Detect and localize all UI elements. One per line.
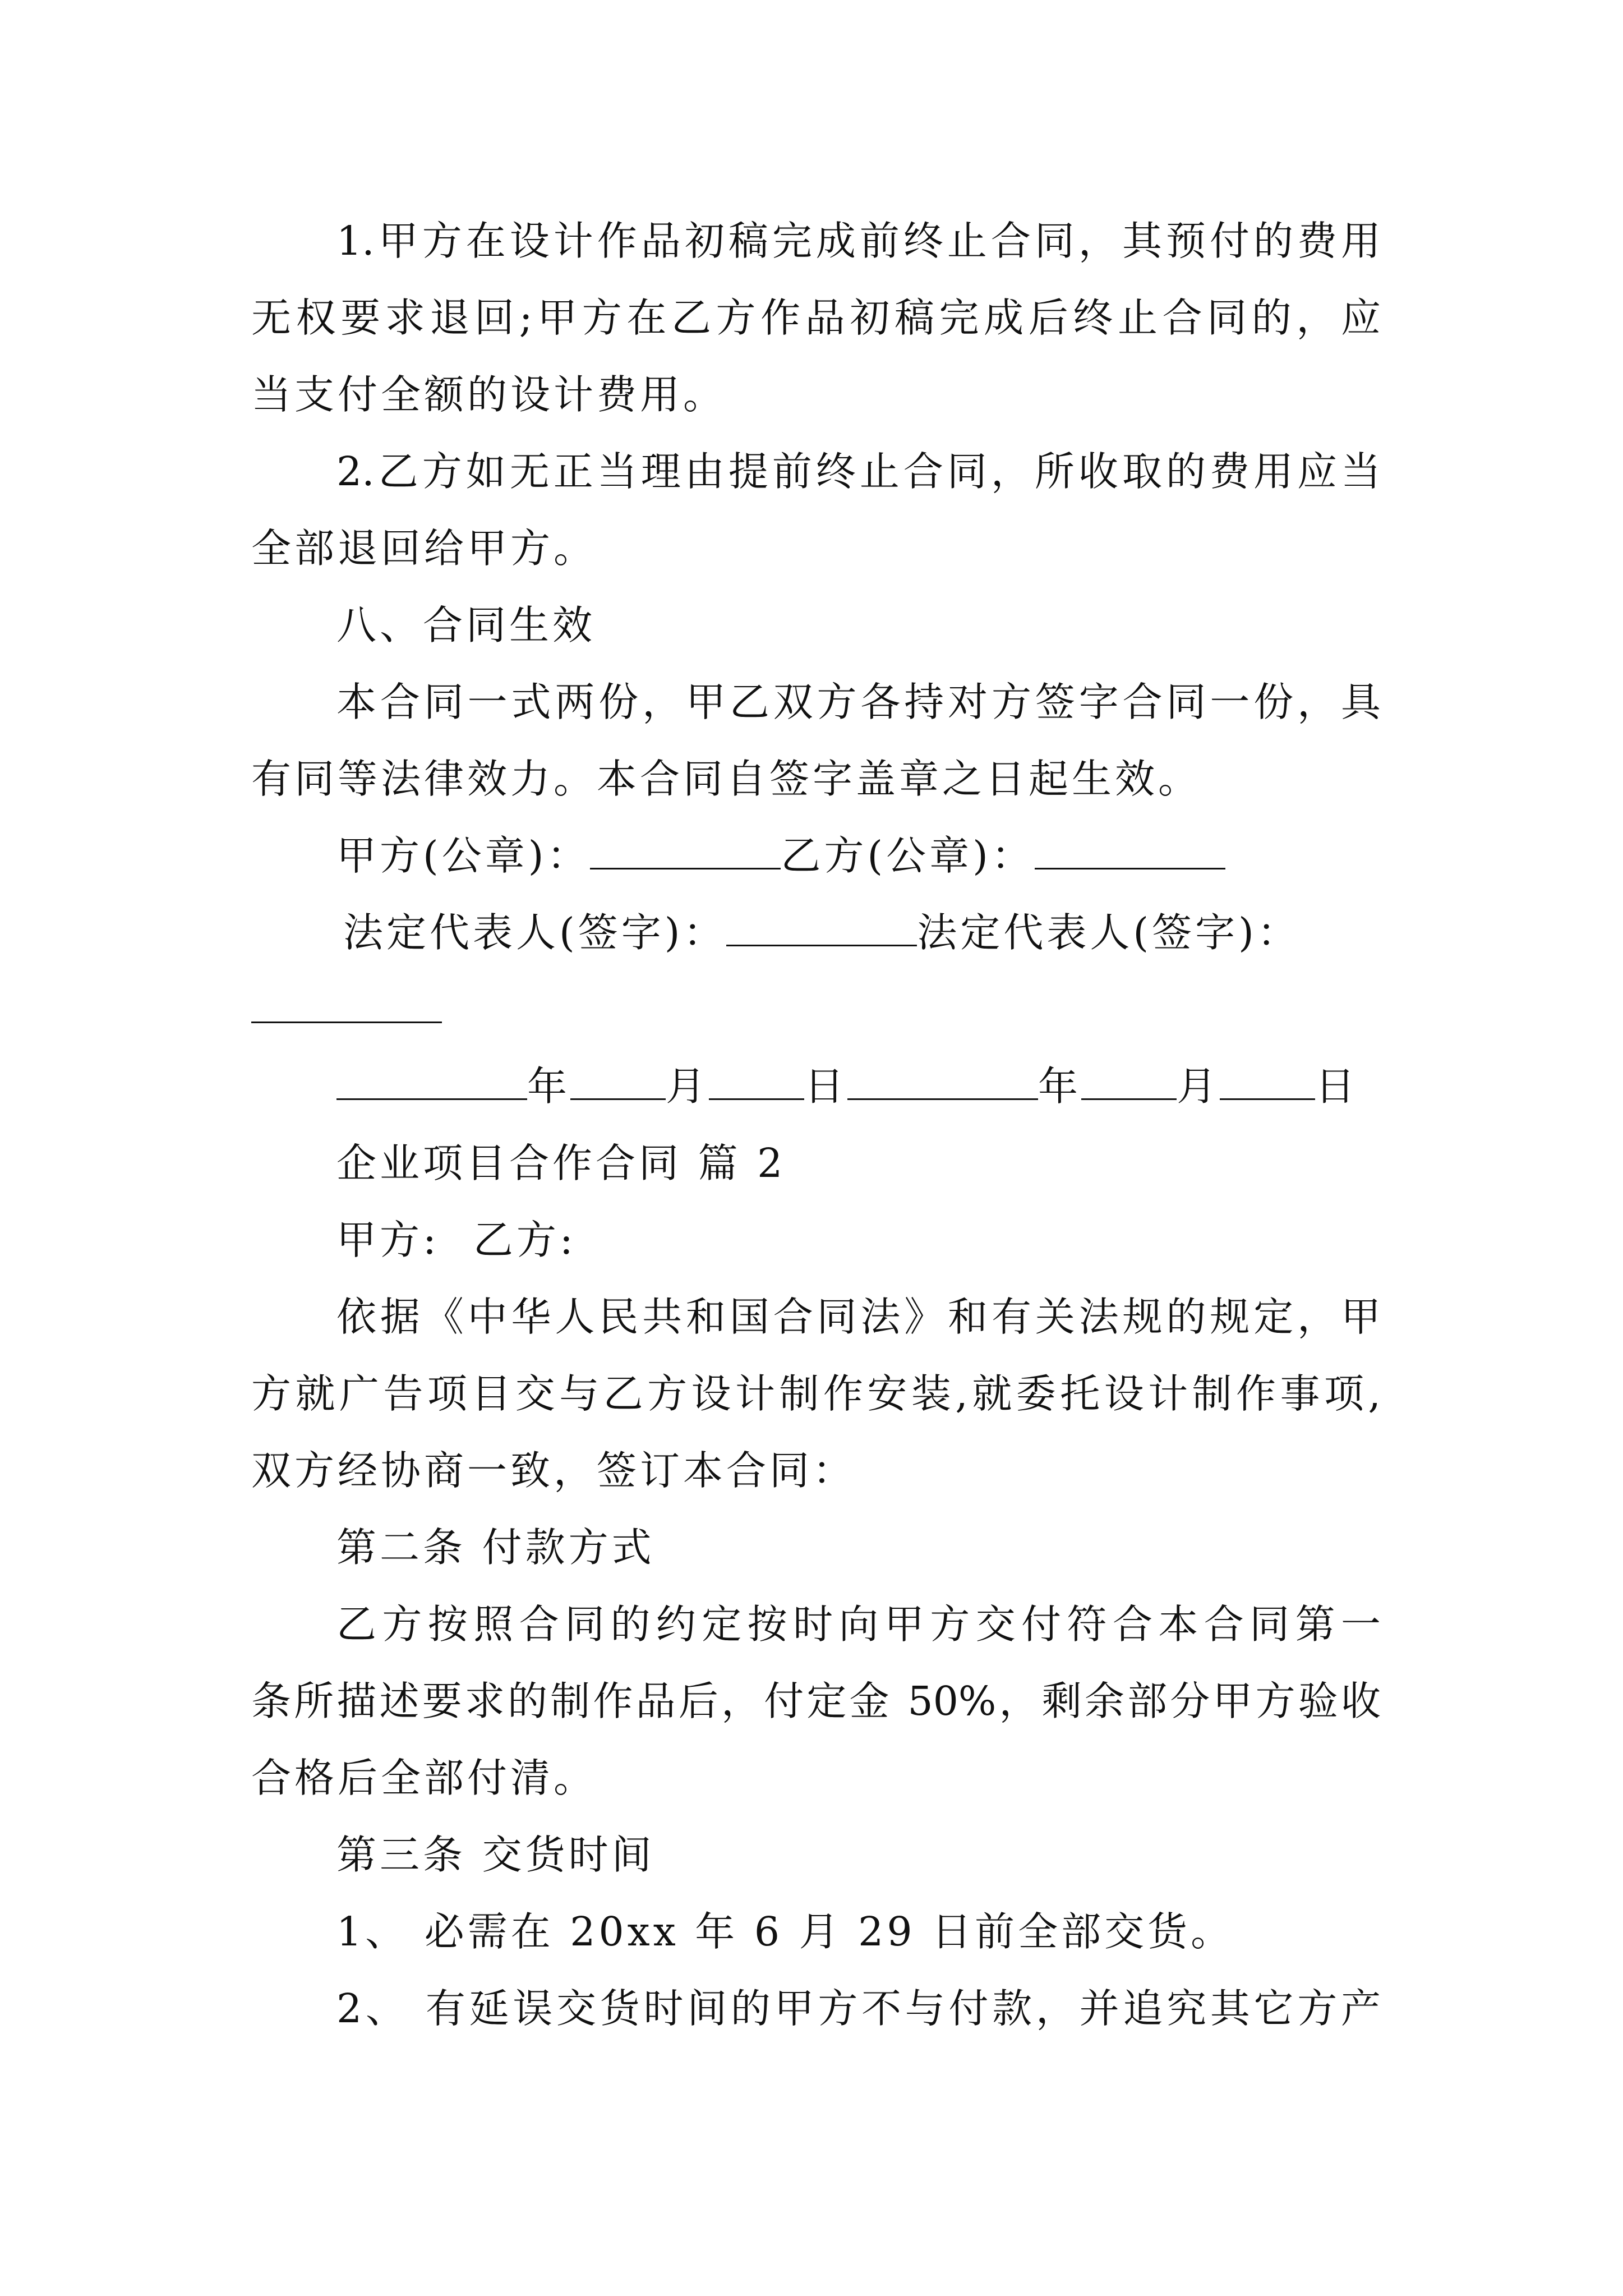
representative-line	[343, 905, 1301, 961]
article-2-line-1: 乙方按照合同的约定按时向甲方交付符合本合同第一	[336, 1601, 1381, 1648]
party-b-label: 乙方:	[473, 1217, 577, 1263]
body-line-2: 方就广告项目交与乙方设计制作安装,就委托设计制作事项,	[251, 1370, 1381, 1417]
date-b-month-label: 月	[1177, 1063, 1220, 1110]
party-a-label: 甲方:	[336, 1217, 440, 1263]
party-b-seal-blank	[1035, 832, 1225, 869]
article-2-line-3: 合格后全部付清。	[251, 1755, 597, 1801]
body-line-3: 双方经协商一致，签订本合同：	[251, 1447, 856, 1494]
effectiveness-line-1: 本合同一式两份，甲乙双方各持对方签字合同一份，具	[336, 679, 1381, 725]
party-b-rep-blank-line	[251, 982, 442, 1038]
date-b-month-blank	[1081, 1062, 1177, 1100]
clause-2-line-1: 2.乙方如无正当理由提前终止合同，所收取的费用应当	[336, 448, 1381, 495]
party-a-rep-label: 法定代表人(签字)：	[343, 909, 727, 956]
date-line	[336, 1059, 1358, 1115]
article-2-heading: 第二条 付款方式	[336, 1524, 655, 1571]
date-a-day-blank	[709, 1062, 804, 1100]
party-b-rep-blank	[251, 986, 442, 1023]
clause-1-line-1: 1.甲方在设计作品初稿完成前终止合同，其预付的费用	[336, 218, 1381, 264]
section-heading-effectiveness: 八、合同生效	[336, 602, 596, 648]
party-b-seal-label: 乙方(公章)：	[781, 832, 1035, 879]
party-a-seal-label: 甲方(公章)：	[336, 832, 591, 879]
date-b-day-label: 日	[1315, 1063, 1359, 1110]
body-line-1: 依据《中华人民共和国合同法》和有关法规的规定，甲	[336, 1294, 1381, 1340]
date-b-day-blank	[1220, 1062, 1315, 1100]
party-b-rep-label: 法定代表人(签字)：	[917, 909, 1301, 956]
clause-1-line-3: 当支付全额的设计费用。	[251, 371, 727, 418]
parties-line	[336, 1212, 577, 1268]
date-b-year-blank	[847, 1062, 1038, 1100]
party-a-seal-blank	[590, 832, 781, 869]
article-3-item-1: 1、 必需在 20xx 年 6 月 29 日前全部交货。	[336, 1908, 1234, 1955]
date-a-year-label: 年	[527, 1063, 571, 1110]
date-b-year-label: 年	[1038, 1063, 1082, 1110]
effectiveness-line-2: 有同等法律效力。本合同自签字盖章之日起生效。	[251, 756, 1202, 802]
article-2-line-2: 条所描述要求的制作品后，付定金 50%，剩余部分甲方验收	[251, 1678, 1381, 1724]
seal-line	[336, 828, 1225, 884]
date-a-month-blank	[570, 1062, 666, 1100]
date-a-year-blank	[336, 1062, 527, 1100]
date-a-month-label: 月	[666, 1063, 709, 1110]
party-a-rep-blank	[726, 909, 917, 946]
article-3-item-2: 2、 有延误交货时间的甲方不与付款，并追究其它方产	[336, 1985, 1381, 2032]
clause-1-line-2: 无权要求退回;甲方在乙方作品初稿完成后终止合同的，应	[251, 295, 1381, 341]
date-a-day-label: 日	[804, 1063, 848, 1110]
clause-2-line-2: 全部退回给甲方。	[251, 525, 597, 572]
section-2-title: 企业项目合作合同 篇 2	[336, 1140, 786, 1186]
article-3-heading: 第三条 交货时间	[336, 1832, 655, 1878]
